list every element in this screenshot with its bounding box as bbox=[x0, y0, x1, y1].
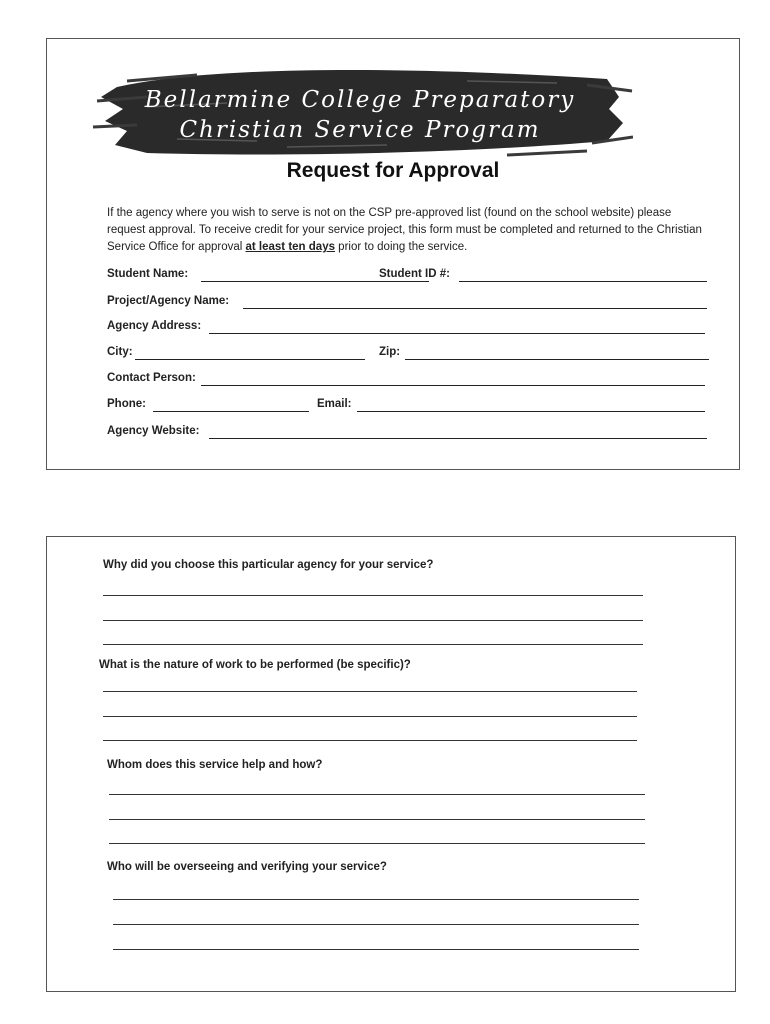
phone-label: Phone: bbox=[107, 398, 146, 410]
zip-field[interactable] bbox=[405, 359, 709, 360]
answer-3-line-2[interactable] bbox=[109, 819, 645, 820]
agency-website-label: Agency Website: bbox=[107, 425, 200, 437]
answer-2-line-3[interactable] bbox=[103, 740, 637, 741]
answer-4-line-1[interactable] bbox=[113, 899, 639, 900]
question-2: What is the nature of work to be performed (be specific)? bbox=[99, 659, 411, 671]
row-project bbox=[107, 295, 707, 311]
answer-1-line-1[interactable] bbox=[103, 595, 643, 596]
email-field[interactable] bbox=[357, 411, 705, 412]
answer-3-line-1[interactable] bbox=[109, 794, 645, 795]
student-id-label: Student ID #: bbox=[379, 268, 450, 280]
banner-line-1: Bellarmine College Preparatory bbox=[144, 87, 576, 113]
intro-text bbox=[107, 205, 707, 256]
city-label: City: bbox=[107, 346, 133, 358]
student-id-field[interactable] bbox=[459, 281, 707, 282]
project-agency-field[interactable] bbox=[243, 308, 707, 309]
agency-website-field[interactable] bbox=[209, 438, 707, 439]
answer-2-line-1[interactable] bbox=[103, 691, 637, 692]
row-website bbox=[107, 425, 707, 441]
program-banner bbox=[87, 57, 633, 169]
question-1: Why did you choose this particular agency for your service? bbox=[103, 559, 434, 571]
answer-2-line-2[interactable] bbox=[103, 716, 637, 717]
student-name-label: Student Name: bbox=[107, 268, 189, 280]
answer-3-line-3[interactable] bbox=[109, 843, 645, 844]
answer-4-line-2[interactable] bbox=[113, 924, 639, 925]
contact-person-label: Contact Person: bbox=[107, 372, 196, 384]
email-label: Email: bbox=[317, 398, 352, 410]
row-city-zip bbox=[107, 346, 707, 362]
row-phone-email bbox=[107, 398, 707, 414]
agency-address-field[interactable] bbox=[209, 333, 705, 334]
approval-form-card bbox=[46, 38, 740, 470]
intro-emphasis: at least ten days bbox=[245, 241, 335, 253]
answer-4-line-3[interactable] bbox=[113, 949, 639, 950]
form-title: Request for Approval bbox=[286, 159, 500, 182]
agency-address-label: Agency Address: bbox=[107, 320, 202, 332]
answer-1-line-3[interactable] bbox=[103, 644, 643, 645]
row-address bbox=[107, 320, 707, 336]
row-student bbox=[107, 268, 707, 284]
city-field[interactable] bbox=[135, 359, 365, 360]
intro-text-after: prior to doing the service. bbox=[334, 241, 468, 253]
intro-text-before: If the agency where you wish to serve is not on the CSP pre-approved list (found on the school website) please request approval. To receive credit for your service project, this form must be completed and returned to the Christian Service Office for approval bbox=[107, 207, 702, 253]
phone-field[interactable] bbox=[153, 411, 309, 412]
answer-1-line-2[interactable] bbox=[103, 620, 643, 621]
row-contact bbox=[107, 372, 707, 388]
contact-person-field[interactable] bbox=[201, 385, 705, 386]
banner-line-2: Christian Service Program bbox=[179, 117, 541, 143]
question-3: Whom does this service help and how? bbox=[107, 759, 323, 771]
project-agency-label: Project/Agency Name: bbox=[107, 295, 230, 307]
questions-card bbox=[46, 536, 736, 992]
zip-label: Zip: bbox=[379, 346, 401, 358]
question-4: Who will be overseeing and verifying your service? bbox=[107, 861, 387, 873]
student-name-field[interactable] bbox=[201, 281, 429, 282]
brush-stroke-icon bbox=[87, 57, 633, 169]
